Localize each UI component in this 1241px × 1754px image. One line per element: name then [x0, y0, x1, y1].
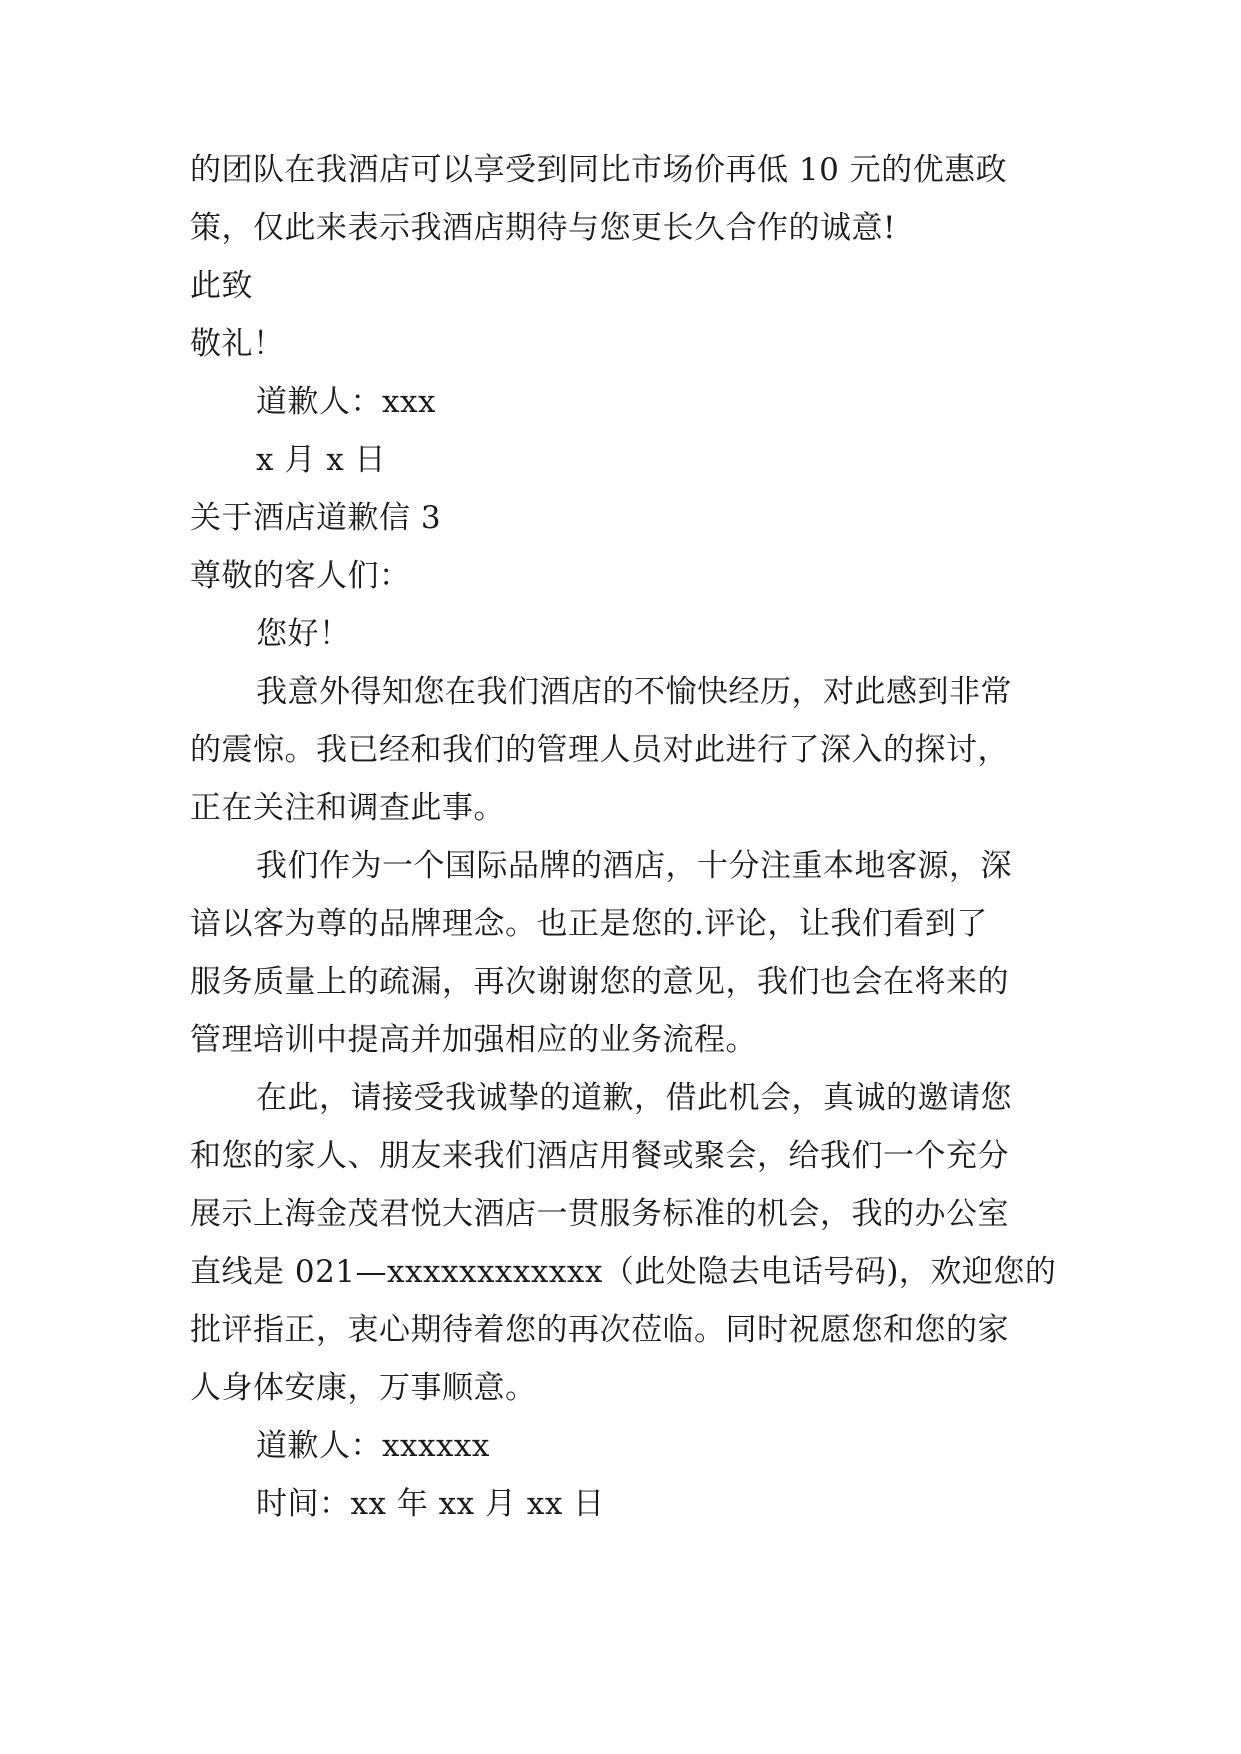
- paragraph-2-line: 谙以客为尊的品牌理念。也正是您的.评论，让我们看到了: [190, 906, 988, 942]
- paragraph-3-line: 直线是 021—xxxxxxxxxxxx（此处隐去电话号码)，欢迎您的: [190, 1254, 1057, 1290]
- body-text-line: 策，仅此来表示我酒店期待与您更长久合作的诚意!: [190, 210, 896, 246]
- paragraph-3-line: 展示上海金茂君悦大酒店一贯服务标准的机会，我的办公室: [190, 1196, 1009, 1232]
- paragraph-2-line: 我们作为一个国际品牌的酒店，十分注重本地客源，深: [256, 848, 1012, 884]
- paragraph-1-line: 的震惊。我已经和我们的管理人员对此进行了深入的探讨，: [190, 732, 1009, 768]
- paragraph-3-line: 和您的家人、朋友来我们酒店用餐或聚会，给我们一个充分: [190, 1138, 1009, 1174]
- signature-apologizer: 道歉人：xxx: [256, 384, 436, 420]
- closing-salutation: 此致: [190, 268, 253, 304]
- signature-apologizer: 道歉人：xxxxxx: [256, 1428, 490, 1464]
- paragraph-3-line: 在此，请接受我诚挚的道歉，借此机会，真诚的邀请您: [256, 1080, 1012, 1116]
- body-text-line: 的团队在我酒店可以享受到同比市场价再低 10 元的优惠政: [190, 152, 1008, 188]
- paragraph-1-line: 我意外得知您在我们酒店的不愉快经历，对此感到非常: [256, 674, 1012, 710]
- greeting-hello: 您好！: [256, 616, 351, 652]
- paragraph-2-line: 管理培训中提高并加强相应的业务流程。: [190, 1022, 757, 1058]
- closing-regards: 敬礼！: [190, 326, 285, 362]
- section-title: 关于酒店道歉信 3: [190, 500, 442, 536]
- paragraph-3-line: 批评指正，衷心期待着您的再次莅临。同时祝愿您和您的家: [190, 1312, 1009, 1348]
- signature-time: 时间：xx 年 xx 月 xx 日: [256, 1486, 605, 1522]
- paragraph-3-line: 人身体安康，万事顺意。: [190, 1370, 537, 1406]
- greeting-recipient: 尊敬的客人们：: [190, 558, 411, 594]
- paragraph-1-line: 正在关注和调查此事。: [190, 790, 505, 826]
- paragraph-2-line: 服务质量上的疏漏，再次谢谢您的意见，我们也会在将来的: [190, 964, 1009, 1000]
- signature-date: x 月 x 日: [256, 442, 387, 478]
